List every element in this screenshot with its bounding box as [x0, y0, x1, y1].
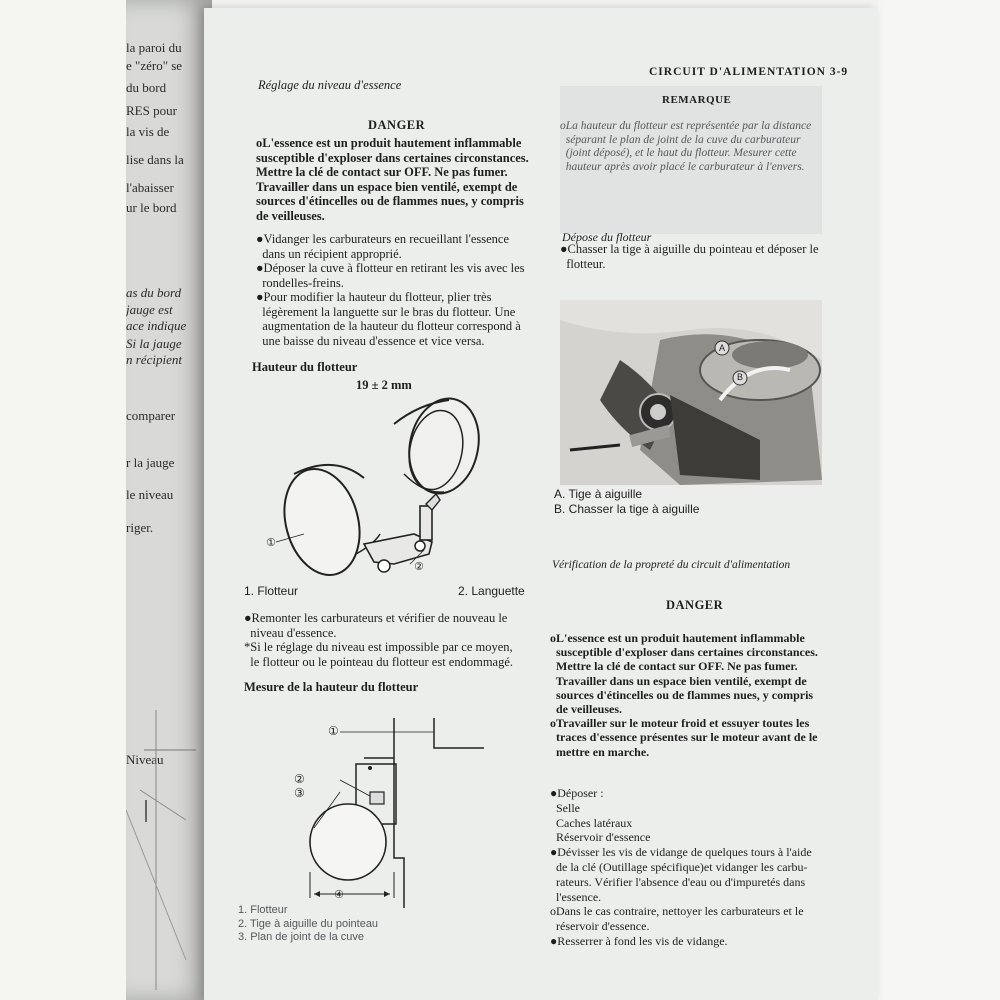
text-line: Mettre la clé de contact sur OFF. Ne pas fumer. [550, 659, 798, 674]
previous-page-text-fragment: r la jauge [126, 455, 175, 470]
measure-diagram [244, 708, 524, 908]
text-line: séparant le plan de joint de la cuve du carburateur [560, 133, 801, 146]
previous-page-diagram [126, 560, 212, 1000]
previous-page-text-fragment: du bord [126, 80, 167, 95]
fig2-callout-3: ③ [294, 786, 305, 800]
measure-title: Mesure de la hauteur du flotteur [244, 680, 419, 694]
text-line: ●Déposer la cuve à flotteur en retirant les vis avec les [256, 261, 525, 275]
previous-page-text-fragment: lise dans la [126, 152, 184, 167]
danger-title-2: DANGER [666, 598, 724, 612]
text-line: de la clé (Outillage spécifique)et vidanger les carbu- [550, 859, 808, 874]
text-line: Selle [550, 800, 580, 815]
text-line: rateurs. Vérifier l'absence d'eau ou d'impuretés dans [550, 874, 806, 889]
caption-line: A. Tige à aiguille [554, 487, 643, 501]
text-line: *Si le réglage du niveau est impossible par ce moyen, [244, 640, 513, 654]
photo-label-b: B [737, 372, 744, 382]
removal-steps [560, 242, 830, 271]
previous-page-text-fragment: ace indique [126, 318, 187, 333]
text-line: de veilleuses. [550, 702, 622, 717]
note-title: REMARQUE [662, 94, 732, 106]
caption-line: 1. Flotteur [238, 904, 288, 916]
note-text [560, 120, 830, 174]
fig1-caption-1: 1. Flotteur [244, 584, 299, 598]
text-line: ●Vidanger les carburateurs en recueillant l'essence [256, 232, 510, 246]
adjustment-steps [256, 232, 556, 348]
text-line: oL'essence est un produit hautement inflammable [550, 631, 805, 645]
text-line: susceptible d'exploser dans certaines circonstances. [256, 150, 529, 165]
caption-line: 3. Plan de joint de la cuve [238, 931, 364, 943]
previous-page-text-fragment: Si la jauge [126, 336, 182, 351]
text-line: ●Déposer : [550, 786, 604, 800]
photo-label-a: A [719, 343, 726, 353]
text-line: réservoir d'essence. [550, 919, 650, 934]
manual-page [204, 8, 878, 1000]
previous-page-text-fragment: jauge est [126, 302, 173, 317]
text-line: légèrement la languette sur le bras du flotteur. Une [256, 304, 516, 319]
previous-page-text-fragment: comparer [126, 408, 176, 423]
previous-page-text-fragment: as du bord [126, 285, 182, 300]
text-line: Travailler dans un espace bien ventilé, exempt de [550, 673, 807, 688]
cleaning-steps [550, 786, 840, 949]
previous-page-text-fragment: la vis de [126, 124, 170, 139]
text-line: ●Resserrer à fond les vis de vidange. [550, 933, 728, 948]
caption-line: 2. Tige à aiguille du pointeau [238, 917, 379, 930]
text-line: traces d'essence présentes sur le moteur avant de le [550, 730, 818, 745]
text-line: Réservoir d'essence [550, 830, 651, 845]
previous-page-text-fragment: n récipient [126, 352, 182, 367]
danger-warning [256, 136, 546, 223]
text-line: oLa hauteur du flotteur est représentée par la distance [560, 120, 812, 132]
text-line: oL'essence est un produit hautement inflammable [256, 136, 522, 150]
reassembly-steps [244, 611, 554, 669]
fig2-callout-2: ② [294, 772, 305, 786]
text-line: dans un récipient approprié. [256, 246, 402, 261]
text-line: l'essence. [550, 889, 602, 904]
fig1-callout-1: ① [266, 537, 276, 549]
fig2-captions [238, 904, 378, 945]
text-line: de veilleuses. [256, 208, 325, 223]
chapter-header: CIRCUIT D'ALIMENTATION 3-9 [649, 66, 849, 78]
text-line: flotteur. [560, 256, 606, 271]
danger-title: DANGER [368, 118, 426, 132]
fig2-callout-4: ④ [334, 889, 344, 901]
float-removal-photo [560, 300, 822, 485]
cleanliness-check-title: Vérification de la propreté du circuit d'alimentation [552, 559, 791, 571]
previous-page-text-fragment: la paroi du [126, 40, 182, 55]
text-line: ●Remonter les carburateurs et vérifier de nouveau le [244, 611, 508, 625]
previous-page-text-fragment: riger. [126, 520, 154, 535]
section-header: Réglage du niveau d'essence [258, 78, 402, 92]
fig1-caption-2: 2. Languette [458, 584, 525, 598]
text-line: (joint déposé), et le haut du flotteur. Mesurer cette [560, 147, 797, 159]
text-line: rondelles-freins. [256, 275, 344, 290]
text-line: augmentation de la hauteur du flotteur correspond à [256, 319, 521, 333]
photo-captions [554, 487, 699, 517]
text-line: une baisse du niveau d'essence et vice versa. [256, 333, 485, 348]
fig1-callout-2: ② [414, 561, 424, 573]
float-height-value: 19 ± 2 mm [356, 378, 412, 392]
text-line: oDans le cas contraire, nettoyer les carburateurs et le [550, 904, 804, 919]
text-line: ●Pour modifier la hauteur du flotteur, plier très [256, 290, 492, 304]
previous-page-text-fragment: RES pour [126, 103, 177, 118]
float-diagram [244, 394, 544, 584]
previous-page-text-fragment: l'abaisser [126, 180, 174, 195]
text-line: mettre en marche. [550, 744, 650, 759]
text-line: Caches latéraux [550, 815, 633, 830]
background-left [0, 0, 126, 1000]
text-line: susceptible d'exploser dans certaines circonstances. [550, 645, 818, 660]
text-line: oTravailler sur le moteur froid et essuyer toutes les [550, 716, 810, 731]
text-line: hauteur après avoir placé le carburateur à l'envers. [560, 160, 805, 173]
float-height-title: Hauteur du flotteur [252, 360, 358, 374]
text-line: Mettre la clé de contact sur OFF. Ne pas fumer. [256, 165, 508, 179]
text-line: sources d'étincelles ou de flammes nues, y compris [550, 687, 814, 702]
removal-title: Dépose du flotteur [562, 230, 652, 244]
previous-page-text-fragment: e "zéro" se [126, 58, 183, 73]
text-line: ●Chasser la tige à aiguille du pointeau et déposer le [560, 242, 819, 256]
previous-page-fragment [126, 0, 212, 1000]
previous-page-text-fragment: le niveau [126, 487, 174, 502]
text-line: le flotteur ou le pointeau du flotteur est endommagé. [244, 654, 514, 669]
caption-line: B. Chasser la tige à aiguille [554, 502, 700, 516]
text-line: ●Dévisser les vis de vidange de quelques tours à l'aide [550, 845, 812, 860]
text-line: niveau d'essence. [244, 625, 337, 640]
danger-warning-2 [550, 631, 835, 759]
text-line: sources d'étincelles ou de flammes nues, y compris [256, 194, 524, 208]
text-line: Travailler dans un espace bien ventilé, exempt de [256, 179, 518, 194]
background-right [878, 0, 1000, 1000]
previous-page-text-fragment: Niveau [126, 752, 164, 767]
previous-page-text-fragment: ur le bord [126, 200, 177, 215]
fig2-callout-1: ① [328, 724, 339, 738]
